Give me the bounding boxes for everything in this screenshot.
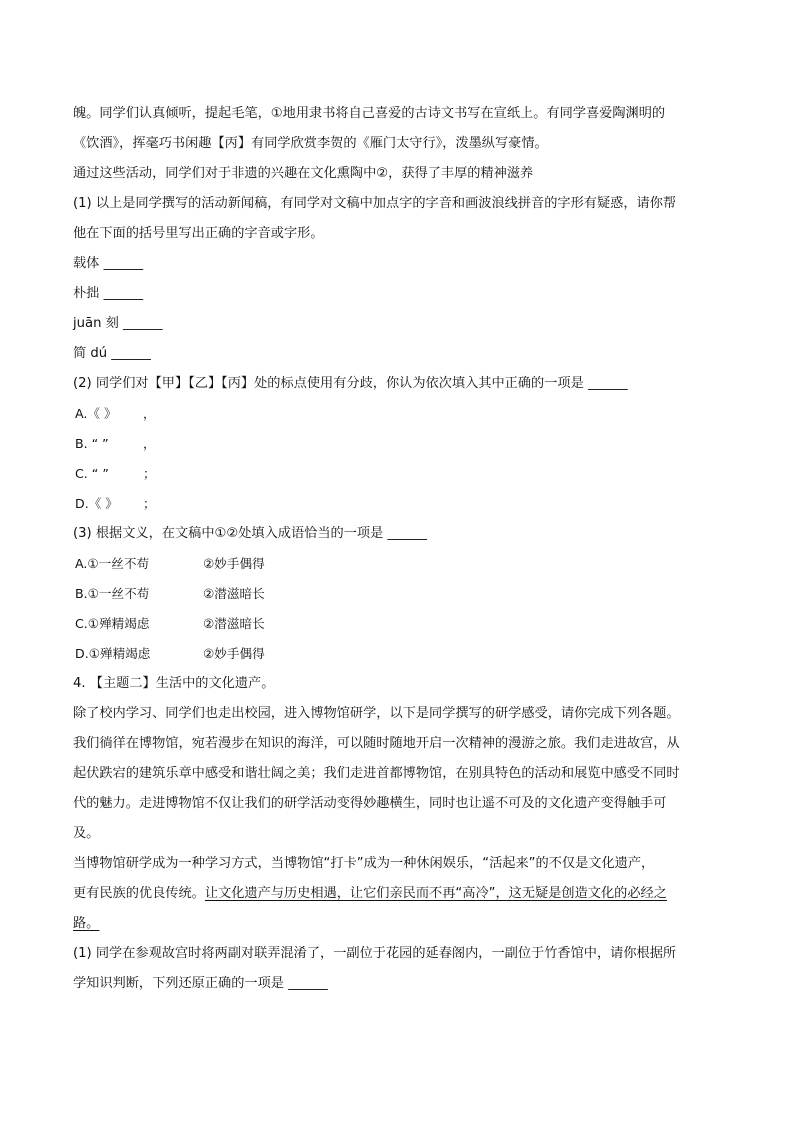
question-1-stem: (1) 以上是同学撰写的活动新闻稿，有同学对文稿中加点字的字音和画波浪线拼音的字形有疑惑，请你帮 [73, 196, 677, 211]
paragraph-line: 我们徜徉在博物馆，宛若漫步在知识的海洋，可以随时随地开启一次精神的漫游之旅。我们走进故宫，从 [73, 736, 680, 751]
option-text: ②妙手偶得 [203, 556, 265, 571]
question-stem: (1) 同学在参观故宫时将两副对联弄混淆了，一副位于花园的延春阁内，一副位于竹香馆中，请你根据所 [73, 946, 677, 961]
paragraph-line: 魄。同学们认真倾听，提起毛笔，①地用隶书将自己喜爱的古诗文书写在宣纸上。有同学喜爱陶渊明的 [73, 106, 666, 121]
option-label: D.《 》 [75, 496, 118, 511]
option-mark: ， [143, 406, 156, 421]
option-label: C. “ ” [75, 466, 109, 481]
option-label: A.①一丝不苟 [75, 556, 150, 571]
paragraph-line: 起伏跌宕的建筑乐章中感受和谐壮阔之美；我们走进首都博物馆，在别具特色的活动和展览中感受不同时 [73, 766, 680, 781]
question-stem-cont: 学知识判断，下列还原正确的一项是 ______ [73, 976, 328, 991]
paragraph-line: 《饮酒》，挥毫巧书闲趣【丙】有同学欣赏李贺的《雁门太守行》，泼墨纵写豪情。 [73, 136, 548, 151]
paragraph-line: 通过这些活动，同学们对于非遗的兴趣在文化熏陶中②，获得了丰厚的精神滋养 [73, 166, 534, 181]
answer-item: juān 刻 ______ [73, 316, 163, 331]
question-1-stem-cont: 他在下面的括号里写出正确的字音或字形。 [73, 226, 324, 241]
answer-item: 简 dú ______ [73, 346, 151, 361]
section-4-intro: 除了校内学习、同学们也走出校园，进入博物馆研学，以下是同学撰写的研学感受，请你完成下列各题。 [73, 706, 680, 721]
option-d [73, 639, 723, 669]
document-body [73, 99, 723, 999]
answer-item: 载体 ______ [73, 256, 144, 271]
section-4-title: 4. 【主题二】生活中的文化遗产。 [73, 676, 275, 691]
option-label: A.《 》 [75, 406, 117, 421]
option-mark: ； [143, 496, 156, 511]
option-mark: ， [143, 436, 156, 451]
option-a [73, 549, 723, 579]
answer-item: 朴拙 ______ [73, 286, 144, 301]
question-3-stem: (3) 根据文义，在文稿中①②处填入成语恰当的一项是 ______ [73, 526, 428, 541]
option-text: ②潜滋暗长 [203, 616, 265, 631]
plain-text: 更有民族的优良传统。 [73, 886, 205, 901]
option-c [73, 459, 723, 489]
option-label: B. “ ” [75, 436, 109, 451]
option-mark: ； [143, 466, 156, 481]
option-text: ②潜滋暗长 [203, 586, 265, 601]
paragraph-line [73, 879, 723, 909]
option-c [73, 609, 723, 639]
option-d [73, 489, 723, 519]
option-text: ②妙手偶得 [203, 646, 265, 661]
option-a [73, 399, 723, 429]
underlined-sentence: 让文化遗产与历史相遇，让它们亲民而不再“高冷”，这无疑是创造文化的必经之 [204, 886, 667, 901]
paragraph-line: 及。 [73, 826, 100, 841]
option-label: D.①殚精竭虑 [75, 646, 151, 661]
option-label: C.①殚精竭虑 [75, 616, 150, 631]
question-2-stem: (2) 同学们对【甲】【乙】【丙】处的标点使用有分歧，你认为依次填入其中正确的一项是 ______ [73, 376, 628, 391]
option-b [73, 429, 723, 459]
option-b [73, 579, 723, 609]
paragraph-line: 代的魅力。走进博物馆不仅让我们的研学活动变得妙趣横生，同时也让遥不可及的文化遗产变得触手可 [73, 796, 667, 811]
underlined-sentence-end: 路。 [73, 916, 100, 931]
option-label: B.①一丝不苟 [75, 586, 150, 601]
paragraph-line [73, 909, 723, 939]
paragraph-line: 当博物馆研学成为一种学习方式，当博物馆“打卡”成为一种休闲娱乐，“活起来”的不仅是文化遗产， [73, 856, 655, 871]
